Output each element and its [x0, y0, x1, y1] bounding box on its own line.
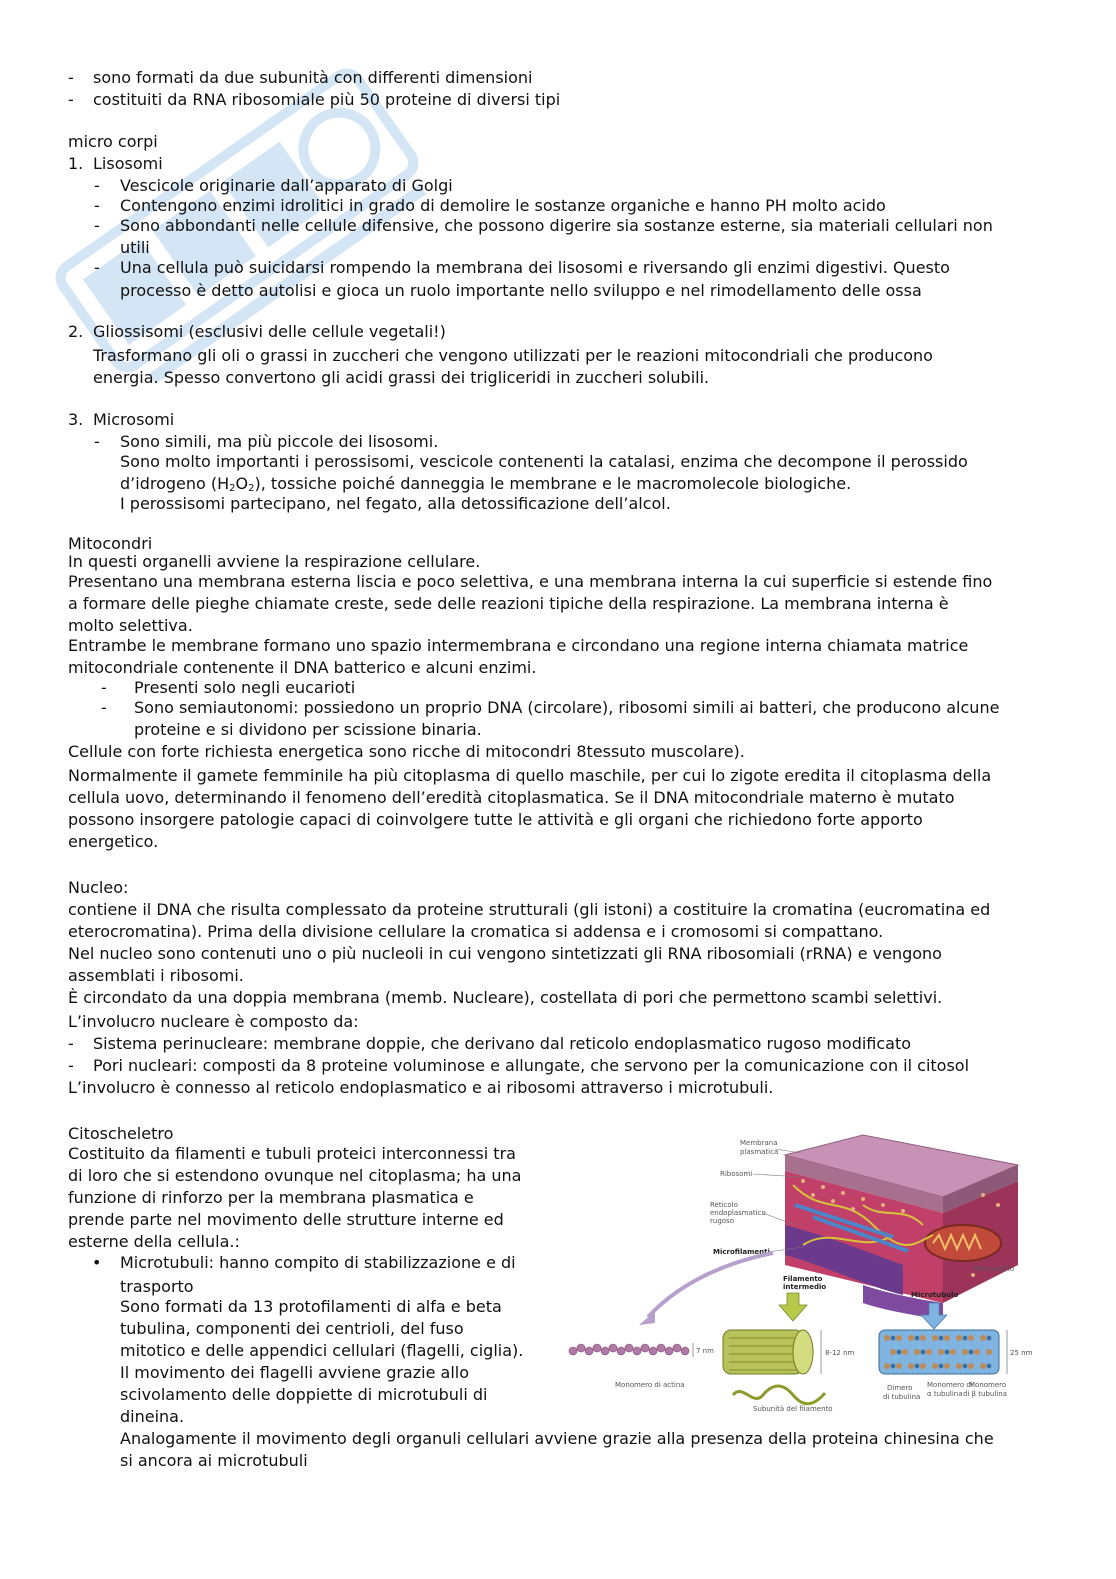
paragraph-line: Nel nucleo sono contenuti uno o più nucleoli in cui vengono sintetizzati gli RNA ribosomiali (rRNA) e vengono — [68, 944, 942, 963]
section-heading: Mitocondri — [68, 534, 153, 553]
paragraph-line: energia. Spesso convertono gli acidi grassi dei trigliceridi in zuccheri solubili. — [93, 368, 710, 387]
paragraph-line: dineina. — [120, 1407, 185, 1426]
paragraph-line: energetico. — [68, 832, 159, 851]
list-dash: - — [68, 1056, 74, 1075]
paragraph-line: Il movimento dei flagelli avviene grazie allo — [120, 1363, 469, 1382]
label-dim25: 25 nm — [1010, 1349, 1033, 1357]
list-item: Sistema perinucleare: membrane doppie, che derivano dal reticolo endoplasmatico rugoso modificato — [93, 1034, 912, 1053]
paragraph-line: si ancora ai microtubuli — [120, 1451, 308, 1470]
paragraph-line: Costituito da filamenti e tubuli proteici interconnessi tra — [68, 1144, 516, 1163]
paragraph-line: Sono formati da 13 protofilamenti di alfa e beta — [120, 1297, 502, 1316]
cytoskeleton-illustration — [563, 1125, 1033, 1420]
label-reticolo: rugoso — [710, 1217, 734, 1225]
subsection-title: Lisosomi — [93, 154, 163, 173]
paragraph-line: I perossisomi partecipano, nel fegato, alla detossificazione dell’alcol. — [120, 494, 671, 513]
label-monomero-alfa: α tubulina — [927, 1390, 963, 1398]
paragraph-line: cellula uovo, determinando il fenomeno dell’eredità citoplasmatica. Se il DNA mitocondriale materno è mutato — [68, 788, 955, 807]
paragraph-line: Entrambe le membrane formano uno spazio intermembrana e circondano una regione interna chiamata matrice — [68, 636, 969, 655]
paragraph-line: Trasformano gli oli o grassi in zuccheri che vengono utilizzati per le reazioni mitocondriali che producono — [93, 346, 933, 365]
list-number: 3. — [68, 410, 84, 429]
list-dash: - — [94, 432, 100, 451]
ribosome-item: sono formati da due subunità con differenti dimensioni — [93, 68, 533, 87]
list-item: Sono abbondanti nelle cellule difensive, che possono digerire sia sostanze esterne, sia materiali cellulari non — [120, 216, 993, 235]
paragraph-line: In questi organelli avviene la respirazione cellulare. — [68, 552, 481, 571]
list-item: Sono semiautonomi: possiedono un proprio DNA (circolare), ribosomi simili ai batteri, che producono alcune — [134, 698, 1000, 717]
list-item: Una cellula può suicidarsi rompendo la membrana dei lisosomi e riversando gli enzimi digestivi. Questo — [120, 258, 950, 277]
paragraph-line: di loro che si estendono ovunque nel citoplasma; ha una — [68, 1166, 522, 1185]
paragraph-line: tubulina, componenti dei centrioli, del fuso — [120, 1319, 464, 1338]
paragraph-line: a formare delle pieghe chiamate creste, sede delle reazioni tipiche della respirazione. La membrana interna è — [68, 594, 949, 613]
label-membrana: Membrana — [740, 1139, 778, 1147]
paragraph-line: L’involucro nucleare è composto da: — [68, 1012, 359, 1031]
list-item: Presenti solo negli eucarioti — [134, 678, 356, 697]
label-dimero: di tubulina — [883, 1393, 921, 1401]
label-microfilamenti: Microfilamenti — [713, 1248, 770, 1256]
label-monomero-beta: Monomero — [969, 1381, 1007, 1389]
list-number: 2. — [68, 322, 84, 341]
actin-filament — [569, 1344, 689, 1355]
paragraph-line: Normalmente il gamete femminile ha più citoplasma di quello maschile, per cui lo zigote eredita il citoplasma della — [68, 766, 992, 785]
microtubule-lattice — [879, 1330, 999, 1374]
list-dash: - — [101, 698, 107, 717]
label-filamento: Filamento — [783, 1275, 823, 1283]
list-dash: - — [68, 68, 74, 87]
list-item-continued: processo è detto autolisi e gioca un ruolo importante nello sviluppo e nel rimodellamento delle ossa — [120, 281, 922, 300]
paragraph-line: Sono molto importanti i perossisomi, vescicole contenenti la catalasi, enzima che decompone il perossido — [120, 452, 968, 471]
list-dash: - — [68, 90, 74, 109]
bullet-item-continued: trasporto — [120, 1277, 194, 1296]
paragraph-line: Presentano una membrana esterna liscia e poco selettiva, e una membrana interna la cui superficie si estende fino — [68, 572, 993, 591]
paragraph-line: mitocondriale contenente il DNA batterico e alcuni enzimi. — [68, 658, 537, 677]
label-monomero-beta: di β tubulina — [963, 1390, 1007, 1398]
list-dash: - — [101, 678, 107, 697]
label-subunita: Subunità del filamento — [753, 1405, 833, 1413]
label-filamento: intermedio — [783, 1283, 827, 1291]
label-reticolo: Reticolo — [710, 1201, 738, 1209]
label-dim812: 8-12 nm — [825, 1349, 855, 1357]
list-dash: - — [94, 196, 100, 215]
label-dimero: Dimero — [887, 1384, 913, 1392]
list-item-continued: proteine e si dividono per scissione binaria. — [134, 720, 482, 739]
mitochondrion — [925, 1225, 1001, 1261]
paragraph-line: possono insorgere patologie capaci di coinvolgere tutte le attività e gli organi che richiedono forte apporto — [68, 810, 923, 829]
paragraph-line: Cellule con forte richiesta energetica sono ricche di mitocondri 8tessuto muscolare). — [68, 742, 745, 761]
arrow-microfilament — [648, 1253, 773, 1317]
paragraph-line: contiene il DNA che risulta complessato da proteine strutturali (gli istoni) a costituire la cromatina (eucromatina ed — [68, 900, 991, 919]
label-monomero-actina: Monomero di actina — [615, 1381, 685, 1389]
paragraph-line: scivolamento delle doppiette di microtubuli di — [120, 1385, 488, 1404]
label-monomero-alfa: Monomero di — [927, 1381, 973, 1389]
paragraph-line: assemblati i ribosomi. — [68, 966, 244, 985]
label-membrana: plasmatica — [740, 1148, 779, 1156]
paragraph-line: Analogamente il movimento degli organuli cellulari avviene grazie alla presenza della proteina chinesina che — [120, 1429, 994, 1448]
list-dash: - — [94, 258, 100, 277]
paragraph-line: molto selettiva. — [68, 616, 193, 635]
list-number: 1. — [68, 154, 84, 173]
ribosome-item: costituiti da RNA ribosomiale più 50 proteine di diversi tipi — [93, 90, 561, 109]
label-ribosomi: Ribosomi — [720, 1170, 753, 1178]
intermediate-filament-bundle — [723, 1330, 813, 1374]
paragraph-line: funzione di rinforzo per la membrana plasmatica e — [68, 1188, 474, 1207]
paragraph-line: esterne della cellula.: — [68, 1232, 240, 1251]
bullet-dot: • — [92, 1253, 102, 1272]
list-dash: - — [94, 216, 100, 235]
list-item-continued: utili — [120, 238, 150, 257]
list-dash: - — [68, 1034, 74, 1053]
arrow-filament — [779, 1293, 807, 1321]
subsection-title: Microsomi — [93, 410, 175, 429]
paragraph-line: È circondato da una doppia membrana (memb. Nucleare), costellata di pori che permettono scambi selettivi. — [68, 988, 943, 1007]
label-microtubulo: Microtubulo — [911, 1291, 959, 1299]
section-heading: Nucleo: — [68, 878, 129, 897]
list-item: Contengono enzimi idrolitici in grado di demolire le sostanze organiche e hanno PH molto acido — [120, 196, 886, 215]
label-reticolo: endoplasmatico — [710, 1209, 766, 1217]
filament-subunit — [733, 1386, 825, 1404]
paragraph-line: L’involucro è connesso al reticolo endoplasmatico e ai ribosomi attraverso i microtubuli. — [68, 1078, 774, 1097]
section-heading: micro corpi — [68, 132, 158, 151]
label-mitocondrio: Mitocondrio — [973, 1265, 1015, 1273]
list-dash: - — [94, 176, 100, 195]
bullet-item: Microtubuli: hanno compito di stabilizzazione e di — [120, 1253, 516, 1272]
paragraph-line: eterocromatina). Prima della divisione cellulare la cromatica si addensa e i cromosomi si compattano. — [68, 922, 884, 941]
list-item: Pori nucleari: composti da 8 proteine voluminose e allungate, che servono per la comunicazione con il citosol — [93, 1056, 970, 1075]
paragraph-line: prende parte nel movimento delle strutture interne ed — [68, 1210, 504, 1229]
paragraph-line-formula: d’idrogeno $(H_2O_2)$, tossiche poiché danneggia le membrane e le macromolecole biologiche. — [120, 474, 852, 494]
label-dim7: 7 nm — [696, 1347, 714, 1355]
subsection-title: Gliossisomi (esclusivi delle cellule vegetali!) — [93, 322, 446, 341]
list-item: Sono simili, ma più piccole dei lisosomi. — [120, 432, 439, 451]
section-heading: Citoscheletro — [68, 1124, 174, 1143]
paragraph-line: mitotico e delle appendici cellulari (flagelli, ciglia). — [120, 1341, 524, 1360]
list-item: Vescicole originarie dall’apparato di Golgi — [120, 176, 453, 195]
